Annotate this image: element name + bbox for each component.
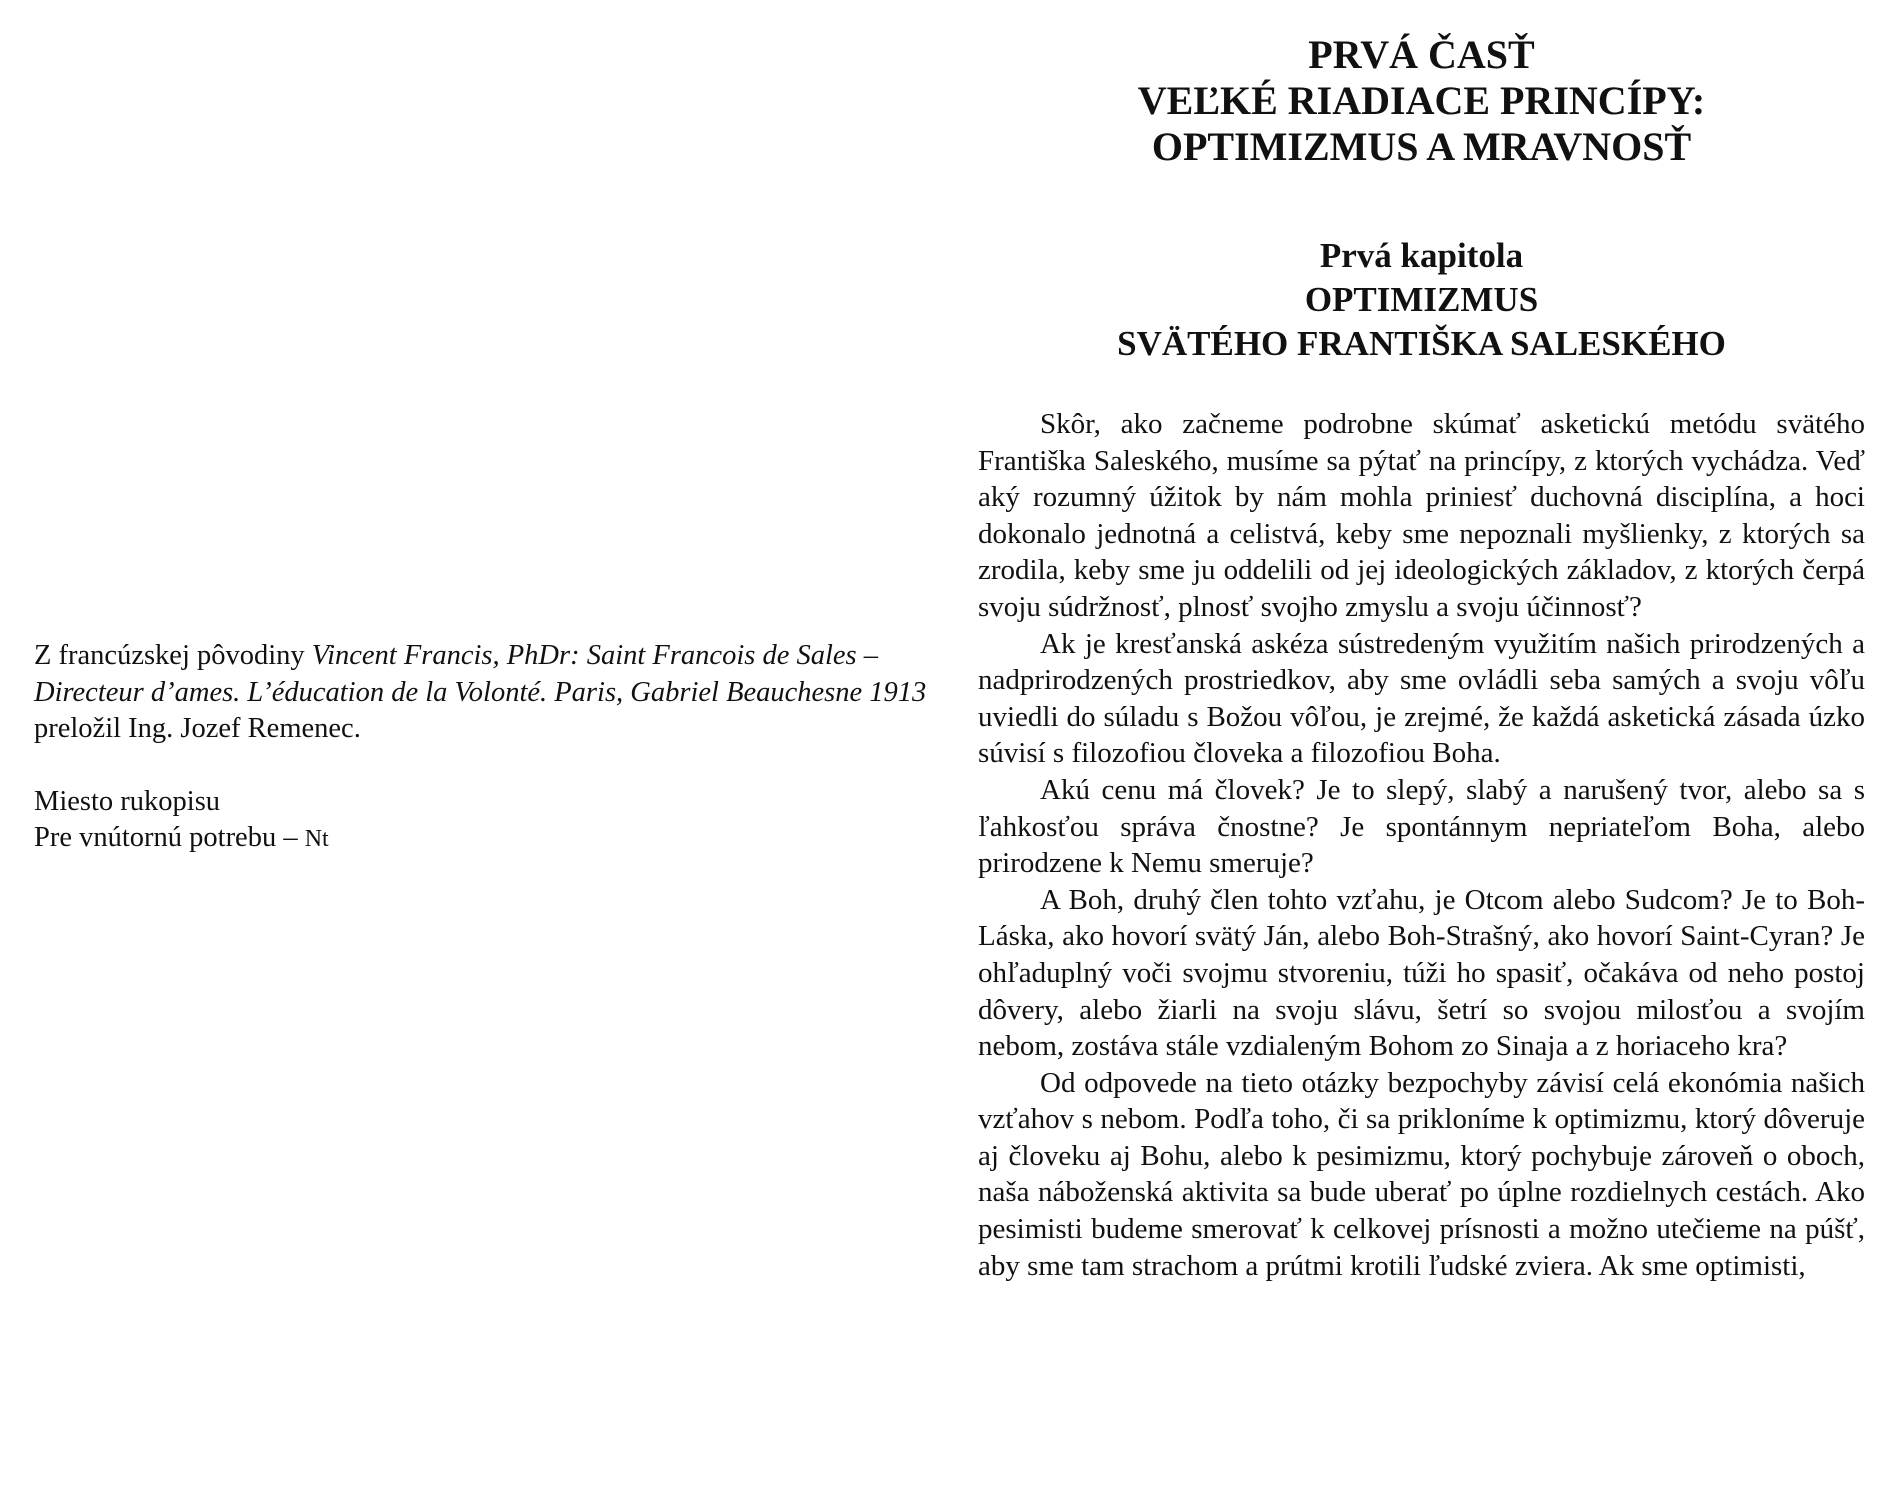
translation-note-suffix: preložil Ing. Jozef Remenec. xyxy=(34,713,361,744)
paragraph: Akú cenu má človek? Je to slepý, slabý a narušený tvor, alebo sa s ľahkosťou správa čnostne? Je spontánnym nepriateľom Boha, alebo prirodzene k Nemu smeruje? xyxy=(978,773,1865,880)
chapter-heading xyxy=(978,234,1865,366)
chapter-body xyxy=(978,406,1865,1284)
right-page xyxy=(978,0,1865,1500)
paragraph: Od odpovede na tieto otázky bezpochyby závisí celá ekonómia našich vzťahov s nebom. Podľa toho, či sa prikloníme k optimizmu, ktorý dôveruje aj človeku aj Bohu, alebo k pesimizmu, ktorý pochybuje zároveň o oboch, naša náboženská aktivita sa bude uberať po úplne rozdielnych cestách. Ako pesimisti budeme smerovať k celkovej prísnosti a možno utečieme na púšť, aby sme tam strachom a prútmi krotili ľudské zviera. Ak sme optimisti, xyxy=(978,1066,1865,1282)
colophon xyxy=(34,638,934,858)
place-line: Miesto rukopisu xyxy=(34,785,221,817)
usage-line xyxy=(34,820,934,858)
part-heading xyxy=(978,32,1865,170)
paragraph: Ak je kresťanská askéza sústredeným využitím našich prirodzených a nadprirodzených prostriedkov, aby sme ovládli seba samých a svoju vôľu uviedli do súladu s Božou vôľou, je zrejmé, že každá asketická zásada úzko súvisí s filozofiou človeka a filozofiou Boha. xyxy=(978,627,1865,770)
usage-line-mark: Nt xyxy=(304,826,329,852)
left-page xyxy=(34,0,934,1500)
translation-note xyxy=(34,638,934,748)
chapter-label: Prvá kapitola xyxy=(1319,236,1524,275)
part-title-line-3: OPTIMIZMUS A MRAVNOSŤ xyxy=(1151,124,1692,169)
chapter-title-line-2: SVÄTÉHO FRANTIŠKA SALESKÉHO xyxy=(1117,324,1726,363)
usage-line-main: Pre vnútornú potrebu – xyxy=(34,822,305,853)
part-title-line-1: PRVÁ ČASŤ xyxy=(1308,32,1535,77)
translation-source-title: Vincent Francis, PhDr: Saint Francois de Sales – Directeur d’ames. L’éducation de la Volonté. Paris, Gabriel Beauchesne 1913 xyxy=(34,640,927,708)
chapter-title-line-1: OPTIMIZMUS xyxy=(1304,280,1539,319)
spacer xyxy=(34,748,934,784)
part-title-line-2: VEĽKÉ RIADIACE PRINCÍPY: xyxy=(1137,78,1706,123)
paragraph: A Boh, druhý člen tohto vzťahu, je Otcom alebo Sudcom? Je to Boh-Láska, ako hovorí svätý Ján, alebo Boh-Strašný, ako hovorí Saint-Cyran? Je ohľaduplný voči svojmu stvoreniu, túži ho spasiť, očakáva od neho postoj dôvery, alebo žiarli na svoju slávu, šetrí so svojou milosťou a svojím nebom, zostáva stále vzdialeným Bohom zo Sinaja a z horiaceho kra? xyxy=(978,883,1865,1063)
translation-note-prefix: Z francúzskej pôvodiny xyxy=(34,640,312,671)
paragraph: Skôr, ako začneme podrobne skúmať asketickú metódu svätého Františka Saleského, musíme sa pýtať na princípy, z ktorých vychádza. Veď aký rozumný úžitok by nám mohla priniesť duchovná disciplína, a hoci dokonalo jednotná a celistvá, keby sme nepoznali myšlienky, z ktorých sa zrodila, keby sme ju oddelili od jej ideologických základov, z ktorých čerpá svoju súdržnosť, plnosť svojho zmyslu a svoju účinnosť? xyxy=(978,408,1865,623)
